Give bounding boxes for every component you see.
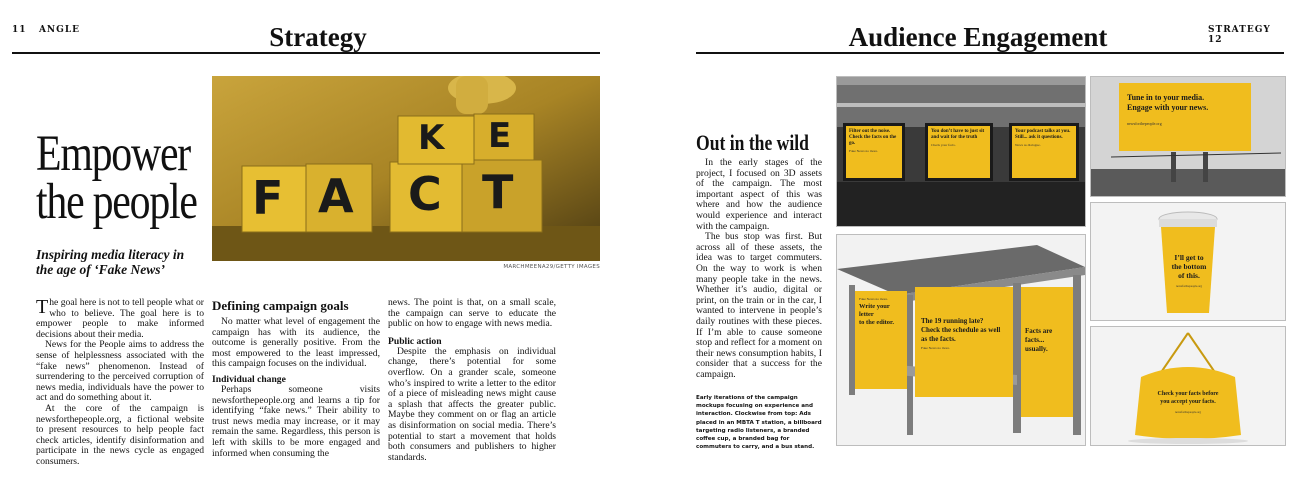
bus-stop-left-panel	[855, 291, 907, 389]
right-paragraph-1: In the early stages of the project, I focused on 3D assets of the campaign. The most important aspect of this was where and how the audience would experience and interact with the campaign.	[696, 157, 822, 232]
col2-subhead: Individual change	[212, 373, 286, 385]
body-column-3	[388, 298, 556, 463]
cup-text	[1167, 253, 1211, 288]
bus-right-line-2: usually.	[1025, 345, 1048, 353]
block-letter-t: T	[482, 165, 514, 219]
bus-stop-center-panel	[915, 287, 1013, 397]
dek	[36, 247, 184, 277]
col2-paragraph-2: Perhaps someone visits newsforthepeople.org and learns a tip for identifying “fake news.” Their ability to trust news media may increase, or it may remain the same. Regardless, this person is left with skills to be more engaged and informed when consuming the	[212, 383, 380, 459]
col2-paragraph-1: No matter what level of engagement the campaign has with its audience, the outcome is generally positive. From the most empowered to the least impressed, this campaign focuses on the individual.	[212, 316, 380, 370]
block-letter-c: C	[408, 167, 442, 221]
col3-paragraph-2: Despite the emphasis on individual change, there’s potential for some overflow. On a grander scale, someone who’s inspired to write a letter to the editor of a piece of misleading news might cause a splash that affects the greater public. Maybe they comment on or flag an article as disinformation on social media. There’s potential to start a movement that holds both consumers and publishers to higher standards.	[388, 345, 556, 463]
station-ad-3-small: News as dialogue.	[1015, 143, 1041, 147]
bus-center-line-2: Check the schedule as well as the facts.	[921, 326, 1001, 343]
bus-left-line-1: Write your letter	[859, 303, 890, 318]
cup-url: newsforthepeople.org	[1175, 284, 1203, 288]
coffee-cup-mockup	[1090, 202, 1286, 321]
bus-left-line-2: to the editor.	[859, 319, 894, 326]
left-header-rule	[12, 52, 600, 54]
bus-stop-mockup	[836, 234, 1086, 446]
col1-paragraph-3: At the core of the campaign is newsforthepeople.org, a fictional website to present resources to help people fact check articles, identify disinformation and participate in the news cycle as engaged consumers.	[36, 402, 204, 467]
billboard-url: newsforthepeople.org	[1127, 121, 1162, 126]
station-ad-2-line-1: You don’t have to just sit	[931, 129, 985, 134]
right-page-number: 12	[1208, 35, 1223, 45]
photo-credit: MARCHMEENA29/GETTY IMAGES	[503, 264, 600, 270]
drop-cap: T	[36, 296, 49, 318]
station-ad-1-small: Fake News no more.	[849, 149, 878, 153]
col1-paragraph-2: News for the People aims to address the sense of helplessness associated with the “fake news” phenomenon. Instead of surrendering to the perceived corruption of news media, individuals have the power to act and do something about it.	[36, 339, 204, 404]
station-ad-3-line-1: Your podcast talks at you.	[1015, 129, 1071, 134]
right-body-column	[696, 158, 822, 380]
col1-paragraph-1	[36, 298, 204, 340]
station-ad-1-line-2: Check the facts on the go.	[849, 135, 897, 146]
bus-center-small: Fake News no more.	[921, 346, 950, 350]
station-ad-2-small: Check your facts.	[931, 143, 956, 147]
bag-line-1: Check your facts before	[1157, 391, 1219, 397]
cup-line-2: the bottom	[1171, 262, 1207, 271]
right-section-title: Audience Engagement	[848, 22, 1108, 52]
article-title: Out in the wild	[696, 130, 809, 155]
left-folio	[12, 25, 80, 35]
col3-subhead: Public action	[388, 335, 442, 347]
station-ad-2	[925, 123, 993, 181]
billboard-line-1: Tune in to your media.	[1127, 93, 1205, 102]
drawstring-bag-mockup	[1090, 326, 1286, 446]
magazine-name: ANGLE	[38, 25, 81, 35]
bag-text	[1147, 391, 1229, 414]
dek-line-1: Inspiring media literacy in	[36, 247, 185, 262]
block-letter-k: K	[418, 118, 445, 158]
headline-line-1: Empower	[36, 126, 190, 182]
right-folio	[1208, 25, 1296, 45]
left-section-title: Strategy	[269, 22, 367, 52]
station-ad-1	[843, 123, 905, 181]
station-ad-3-line-2: Still... ask it questions.	[1015, 135, 1063, 140]
billboard-sign	[1119, 83, 1251, 151]
bus-center-line-1: The 19 running late?	[921, 317, 984, 325]
headline	[36, 126, 197, 230]
col3-paragraph-1: news. The point is that, on a small scale, the campaign can serve to educate the public on how to engage with news media.	[388, 297, 556, 330]
station-ad-1-line-1: Filter out the noise.	[849, 129, 891, 134]
bag-line-2: you accept your facts.	[1160, 398, 1216, 405]
figure-caption: Early iterations of the campaign mockups focusing on experience and interaction. Clockwise from top: Ads placed in an MBTA T station, a billboard targeting radio listeners, a branded coffee cup, a branded bag for commuters to carry, and a bus stand.	[696, 395, 822, 451]
right-paragraph-2: The bus stop was first. But across all of these assets, the idea was to target commuters. On the way to work is when many people take in the news. Whether it’s audio, digital or print, on the train or in the car, I wanted to intervene in people’s daily routines with these pieces. If I’m able to cause someone stop and reflect for a moment on their news consumption habits, I consider that a success for the campaign.	[696, 231, 822, 380]
bus-left-small: Fake News no more.	[859, 297, 888, 301]
block-letter-e: E	[488, 116, 512, 156]
right-section-label: STRATEGY	[1208, 25, 1271, 35]
billboard-line-2: Engage with your news.	[1127, 103, 1209, 112]
station-ad-2-line-2: and wait for the truth	[931, 135, 978, 140]
fake-fact-photo	[212, 76, 600, 261]
body-column-2	[212, 298, 380, 459]
station-ad-3	[1009, 123, 1079, 181]
block-letter-a: A	[318, 169, 354, 223]
col1-p1-text: he goal here is not to tell people what or who to believe. The goal here is to empower people to make informed decisions about their media.	[36, 297, 204, 340]
col2-heading: Defining campaign goals	[212, 298, 349, 313]
cup-line-1: I’ll get to	[1174, 253, 1204, 262]
billboard-mockup	[1090, 76, 1286, 197]
cup-line-3: of this.	[1178, 271, 1200, 280]
block-letter-f: F	[252, 171, 284, 225]
bag-url: newsforthepeople.org	[1174, 410, 1202, 414]
bus-right-line-1: Facts are facts...	[1025, 327, 1053, 344]
headline-line-2: the people	[36, 174, 197, 230]
dek-line-2: the age of ‘Fake News’	[36, 262, 165, 277]
body-column-1	[36, 298, 204, 468]
bus-stop-right-panel	[1021, 287, 1073, 417]
left-page-number: 11	[12, 25, 27, 35]
station-ads-mockup	[836, 76, 1086, 227]
